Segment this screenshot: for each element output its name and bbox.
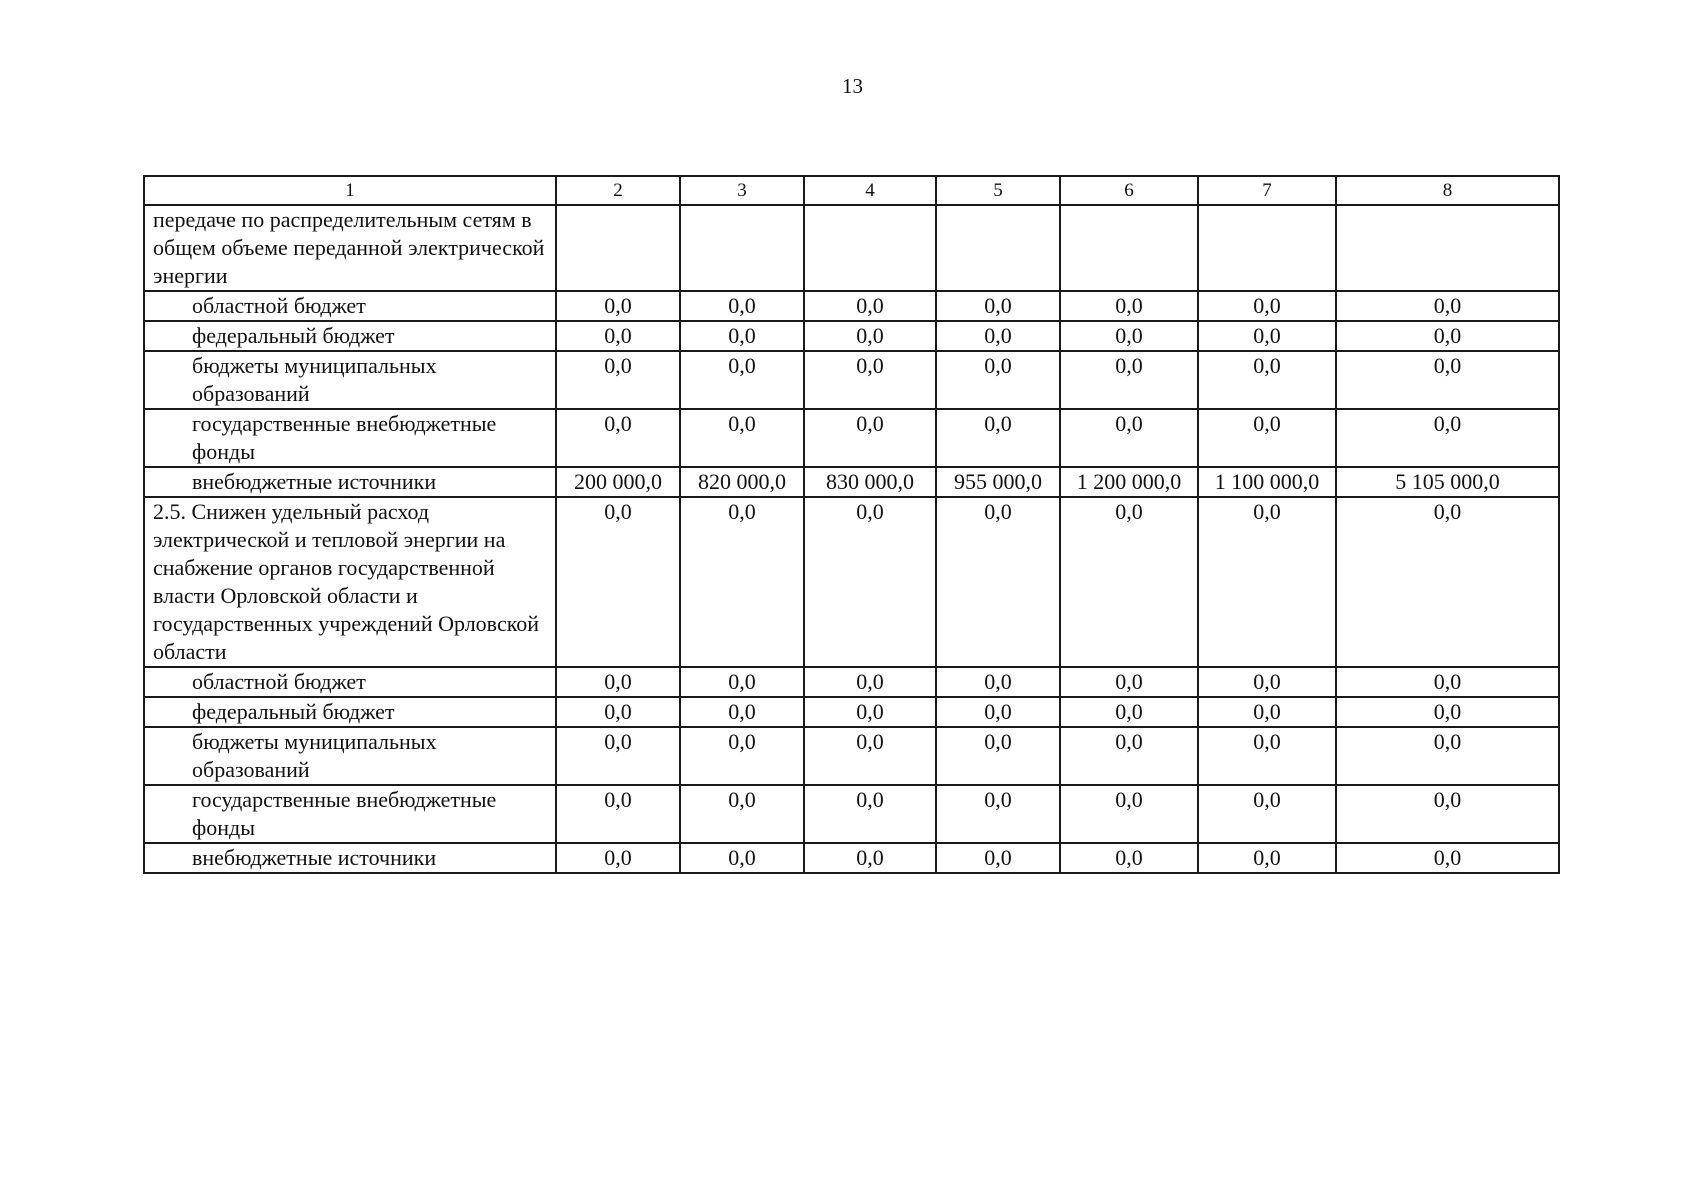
table-cell	[556, 205, 680, 291]
table-cell: 820 000,0	[680, 467, 804, 497]
table-row	[144, 351, 1559, 409]
table-cell	[1060, 205, 1198, 291]
table-cell: 0,0	[936, 291, 1060, 321]
table-cell: 0,0	[680, 497, 804, 667]
table-cell: 5 105 000,0	[1336, 467, 1559, 497]
table-cell: 0,0	[1060, 497, 1198, 667]
table-cell: 0,0	[1336, 667, 1559, 697]
table-cell: 0,0	[1336, 409, 1559, 467]
table-cell	[1336, 205, 1559, 291]
table-cell: 0,0	[680, 291, 804, 321]
table-cell: 955 000,0	[936, 467, 1060, 497]
table-row	[144, 409, 1559, 467]
column-header: 6	[1060, 176, 1198, 205]
table-cell: 0,0	[1336, 843, 1559, 873]
table-cell: 0,0	[804, 667, 936, 697]
table-cell: 0,0	[1336, 727, 1559, 785]
table-row	[144, 291, 1559, 321]
table-cell: 0,0	[804, 409, 936, 467]
table-cell: 0,0	[936, 351, 1060, 409]
table-cell: 0,0	[556, 667, 680, 697]
table-cell: 0,0	[1336, 291, 1559, 321]
table-cell: 0,0	[1336, 497, 1559, 667]
table-header-row	[144, 176, 1559, 205]
table-cell: 0,0	[1060, 667, 1198, 697]
column-header: 8	[1336, 176, 1559, 205]
table-cell: 0,0	[1060, 409, 1198, 467]
column-header: 7	[1198, 176, 1336, 205]
table-row	[144, 497, 1559, 667]
table-cell: 0,0	[556, 727, 680, 785]
row-label: внебюджетные источники	[144, 843, 556, 873]
table-cell: 0,0	[680, 409, 804, 467]
table-row	[144, 697, 1559, 727]
row-label: государственные внебюджетные фонды	[144, 785, 556, 843]
row-label: федеральный бюджет	[144, 321, 556, 351]
table-cell: 0,0	[1198, 291, 1336, 321]
row-label: 2.5. Снижен удельный расход электрической и тепловой энергии на снабжение органов государственной власти Орловской области и государственных учреждений Орловской области	[144, 497, 556, 667]
table-cell: 0,0	[1060, 291, 1198, 321]
table-cell	[936, 205, 1060, 291]
row-label: государственные внебюджетные фонды	[144, 409, 556, 467]
table-row	[144, 843, 1559, 873]
row-label: областной бюджет	[144, 291, 556, 321]
table-cell: 0,0	[936, 321, 1060, 351]
table-cell: 0,0	[1060, 843, 1198, 873]
row-label: областной бюджет	[144, 667, 556, 697]
column-header: 3	[680, 176, 804, 205]
table-cell: 0,0	[1198, 727, 1336, 785]
table-cell: 200 000,0	[556, 467, 680, 497]
table-cell: 0,0	[556, 843, 680, 873]
row-label: бюджеты муниципальных образований	[144, 727, 556, 785]
table-cell: 0,0	[1336, 351, 1559, 409]
table-row	[144, 785, 1559, 843]
table-cell: 0,0	[556, 291, 680, 321]
table-row	[144, 467, 1559, 497]
table-cell: 0,0	[936, 409, 1060, 467]
table-row	[144, 667, 1559, 697]
table-cell: 0,0	[1060, 321, 1198, 351]
table-cell: 0,0	[804, 321, 936, 351]
table-cell: 0,0	[804, 351, 936, 409]
table-cell: 0,0	[936, 697, 1060, 727]
table-cell: 0,0	[556, 497, 680, 667]
table-row	[144, 727, 1559, 785]
table-cell: 0,0	[804, 843, 936, 873]
table-cell: 0,0	[1336, 785, 1559, 843]
table-cell	[1198, 205, 1336, 291]
table-cell	[804, 205, 936, 291]
table-row	[144, 321, 1559, 351]
row-label: бюджеты муниципальных образований	[144, 351, 556, 409]
table-cell: 0,0	[1198, 409, 1336, 467]
table-cell: 1 200 000,0	[1060, 467, 1198, 497]
table-cell: 0,0	[804, 727, 936, 785]
table-cell: 0,0	[1198, 351, 1336, 409]
table-cell: 0,0	[1198, 497, 1336, 667]
table-cell: 0,0	[1060, 785, 1198, 843]
table-cell: 0,0	[804, 785, 936, 843]
table-cell: 0,0	[1336, 697, 1559, 727]
table-cell: 0,0	[1336, 321, 1559, 351]
table-cell: 0,0	[1060, 351, 1198, 409]
row-label: внебюджетные источники	[144, 467, 556, 497]
table-cell: 0,0	[1198, 843, 1336, 873]
table-cell: 0,0	[680, 321, 804, 351]
table-cell: 0,0	[1198, 785, 1336, 843]
table-row	[144, 205, 1559, 291]
budget-table	[143, 175, 1560, 874]
row-label: федеральный бюджет	[144, 697, 556, 727]
table-cell: 0,0	[680, 697, 804, 727]
table-cell: 0,0	[804, 291, 936, 321]
table-cell: 0,0	[680, 843, 804, 873]
table-cell: 0,0	[1198, 667, 1336, 697]
table-cell	[680, 205, 804, 291]
table-cell: 0,0	[936, 785, 1060, 843]
table-cell: 0,0	[680, 727, 804, 785]
table-cell: 0,0	[1060, 697, 1198, 727]
table-cell: 0,0	[1060, 727, 1198, 785]
table-cell: 1 100 000,0	[1198, 467, 1336, 497]
table-cell: 0,0	[1198, 697, 1336, 727]
table-cell: 0,0	[936, 497, 1060, 667]
table-cell: 0,0	[804, 497, 936, 667]
table-cell: 0,0	[936, 667, 1060, 697]
table-cell: 0,0	[556, 785, 680, 843]
table-cell: 0,0	[936, 727, 1060, 785]
table-cell: 0,0	[680, 785, 804, 843]
table-cell: 0,0	[556, 351, 680, 409]
column-header: 1	[144, 176, 556, 205]
table-cell: 0,0	[1198, 321, 1336, 351]
table-cell: 0,0	[936, 843, 1060, 873]
table-cell: 0,0	[680, 667, 804, 697]
table-cell: 830 000,0	[804, 467, 936, 497]
page-number: 13	[842, 74, 863, 98]
table-cell: 0,0	[556, 321, 680, 351]
row-label: передаче по распределительным сетям в общем объеме переданной электрической энергии	[144, 205, 556, 291]
column-header: 2	[556, 176, 680, 205]
table-cell: 0,0	[680, 351, 804, 409]
table-cell: 0,0	[556, 409, 680, 467]
column-header: 4	[804, 176, 936, 205]
table-cell: 0,0	[804, 697, 936, 727]
table-cell: 0,0	[556, 697, 680, 727]
column-header: 5	[936, 176, 1060, 205]
